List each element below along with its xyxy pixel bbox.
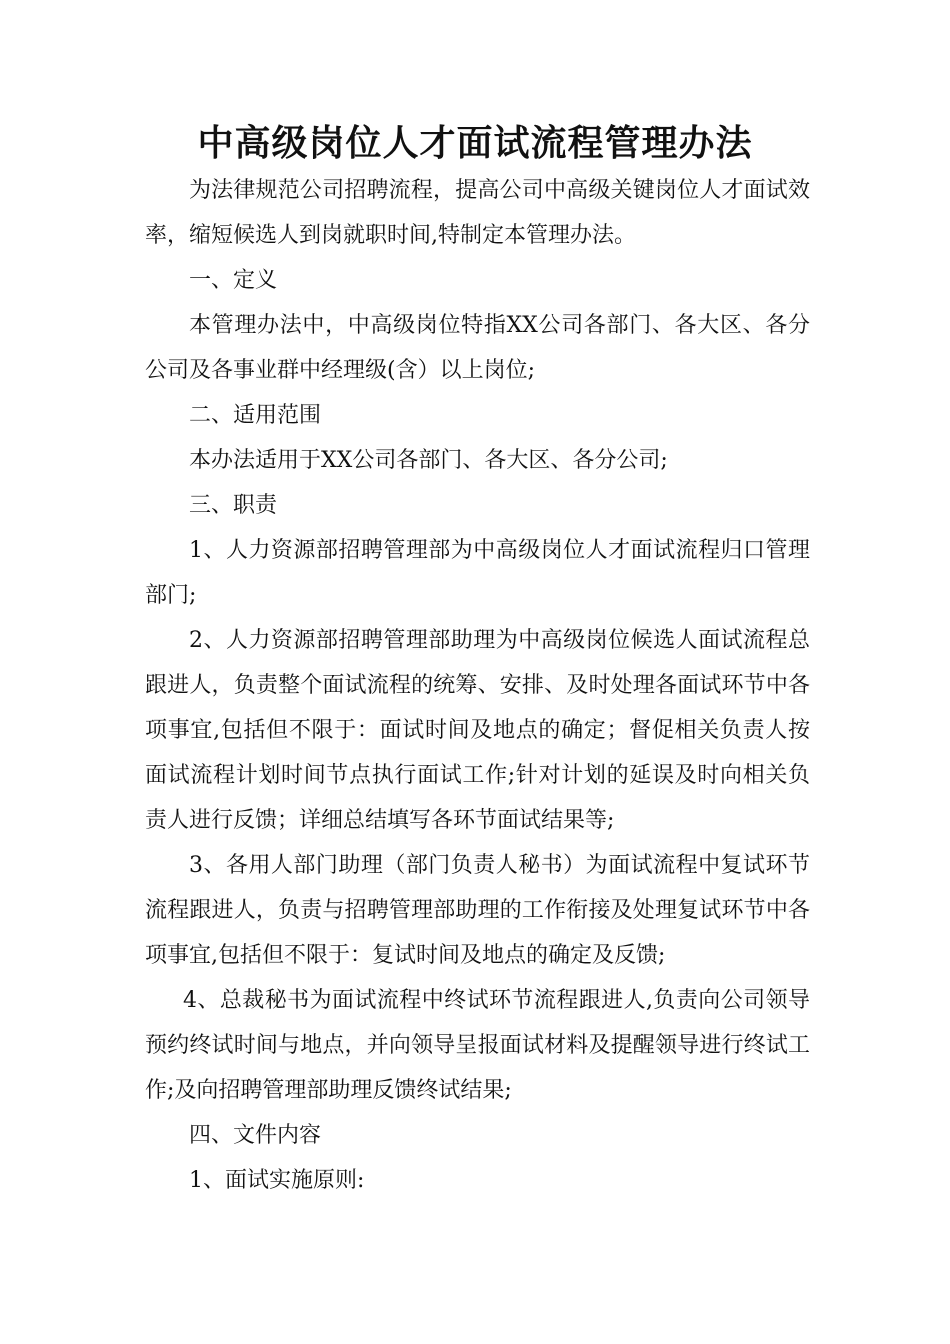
section-heading-content: 四、文件内容 [189,1123,322,1148]
paragraph-responsibility-2: 2、人力资源部招聘管理部助理为中高级岗位候选人面试流程总跟进人，负责整个面试流程的统筹、安排、及时处理各面试环节中各项事宜,包括但不限于：面试时间及地点的确定；督促相关负责人按面试流程计划时间节点执行面试工作;针对计划的延误及时向相关负责人进行反馈；详细总结填写各环节面试结果等; [145,628,810,833]
document-body [145,168,810,1203]
paragraph-definition: 本管理办法中，中高级岗位特指XX公司各部门、各大区、各分公司及各事业群中经理级(含）以上岗位; [145,313,810,383]
paragraph-content-1: 1、面试实施原则: [189,1168,365,1193]
section-heading-definition: 一、定义 [189,268,278,293]
paragraph-responsibility-3: 3、各用人部门助理（部门负责人秘书）为面试流程中复试环节流程跟进人，负责与招聘管理部助理的工作衔接及处理复试环节中各项事宜,包括但不限于：复试时间及地点的确定及反馈; [145,853,810,968]
paragraph-responsibility-1: 1、人力资源部招聘管理部为中高级岗位人才面试流程归口管理部门; [145,538,810,608]
section-heading-scope: 二、适用范围 [189,403,322,428]
paragraph-intro: 为法律规范公司招聘流程，提高公司中高级关键岗位人才面试效率，缩短候选人到岗就职时间,特制定本管理办法。 [145,178,810,248]
document-title: 中高级岗位人才面试流程管理办法 [197,122,753,164]
paragraph-scope: 本办法适用于XX公司各部门、各大区、各分公司; [189,448,668,473]
section-heading-responsibilities: 三、职责 [189,493,278,518]
paragraph-responsibility-4: 4、总裁秘书为面试流程中终试环节流程跟进人,负责向公司领导预约终试时间与地点，并向领导呈报面试材料及提醒领导进行终试工作;及向招聘管理部助理反馈终试结果; [145,988,810,1103]
